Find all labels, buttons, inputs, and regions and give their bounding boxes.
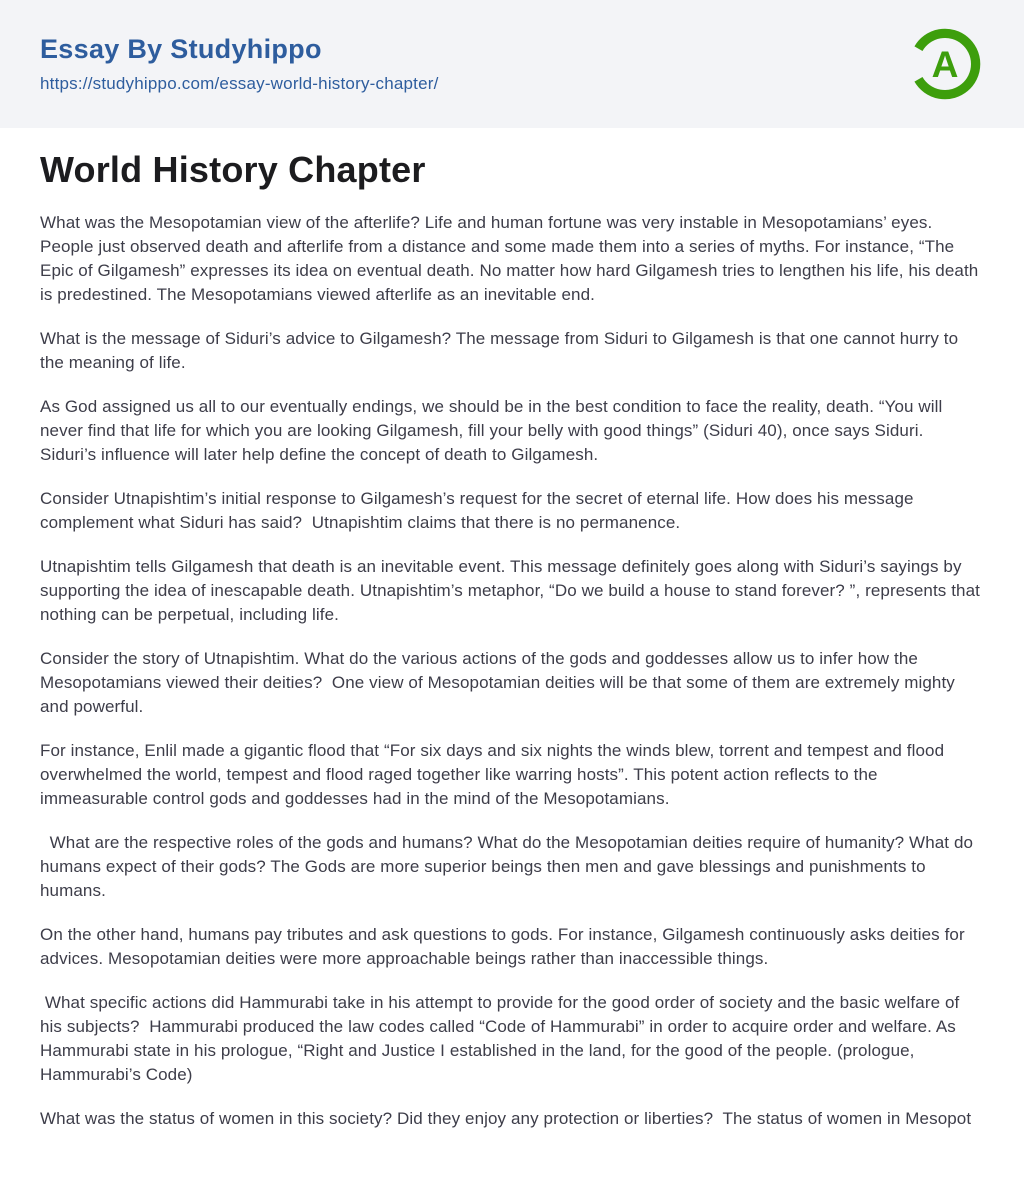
page-header [0,0,1024,128]
header-text-block [40,34,439,94]
essay-paragraph: Utnapishtim tells Gilgamesh that death is an inevitable event. This message definitely goes along with Siduri’s sayings by supporting the idea of inescapable death. Utnapishtim’s metaphor, “Do we build a house to stand forever? ”, represents that nothing can be perpetual, including life. [40,557,985,624]
page-title: World History Chapter [40,149,426,190]
essay-paragraph: What is the message of Siduri’s advice to Gilgamesh? The message from Siduri to Gilgamesh is that one cannot hurry to the meaning of life. [40,329,964,372]
site-title: Essay By Studyhippo [40,34,322,64]
essay-paragraph: For instance, Enlil made a gigantic flood that “For six days and six nights the winds blew, torrent and tempest and flood overwhelmed the world, tempest and flood raged together like warring hosts”. This potent action reflects to the immeasurable control gods and goddesses had in the mind of the Mesopotamians. [40,741,949,808]
essay-paragraph: On the other hand, humans pay tributes and ask questions to gods. For instance, Gilgamesh continuously asks deities for advices. Mesopotamian deities were more approachable beings rather than inaccessible things. [40,925,970,968]
essay-url-link[interactable]: https://studyhippo.com/essay-world-history-chapter/ [40,74,439,93]
essay-paragraph: As God assigned us all to our eventually endings, we should be in the best condition to face the reality, death. “You will never find that life for which you are looking Gilgamesh, fill your belly with good things” (Siduri 40), once says Siduri. Siduri’s influence will later help define the concept of death to Gilgamesh. [40,397,948,464]
essay-paragraph: Consider Utnapishtim’s initial response to Gilgamesh’s request for the secret of eternal life. How does his message complement what Siduri has said? Utnapishtim claims that there is no permanence. [40,489,919,532]
essay-paragraph: What was the status of women in this society? Did they enjoy any protection or liberties? The status of women in Mesopot [40,1109,972,1128]
essay-paragraph: Consider the story of Utnapishtim. What do the various actions of the gods and goddesses allow us to infer how the Mesopotamians viewed their deities? One view of Mesopotamian deities will be that some of them are extremely mighty and powerful. [40,649,960,716]
studyhippo-logo-icon [906,25,984,103]
essay-body [40,211,984,1131]
essay-paragraph: What are the respective roles of the gods and humans? What do the Mesopotamian deities require of humanity? What do humans expect of their gods? The Gods are more superior beings then men and gave blessings and punishments to humans. [40,833,978,900]
logo-letter: A [931,43,959,85]
essay-paragraph: What was the Mesopotamian view of the afterlife? Life and human fortune was very instable in Mesopotamians’ eyes. People just observed death and afterlife from a distance and some made them into a series of myths. For instance, “The Epic of Gilgamesh” expresses its idea on eventual death. No matter how hard Gilgamesh tries to lengthen his life, his death is predestined. The Mesopotamians viewed afterlife as an inevitable end. [40,213,984,304]
essay-paragraph: What specific actions did Hammurabi take in his attempt to provide for the good order of society and the basic welfare of his subjects? Hammurabi produced the law codes called “Code of Hammurabi” in order to acquire order and welfare. As Hammurabi state in his prologue, “Right and Justice I established in the land, for the good of the people. (prologue, Hammurabi’s Code) [40,993,965,1084]
essay-content [0,149,1024,1191]
